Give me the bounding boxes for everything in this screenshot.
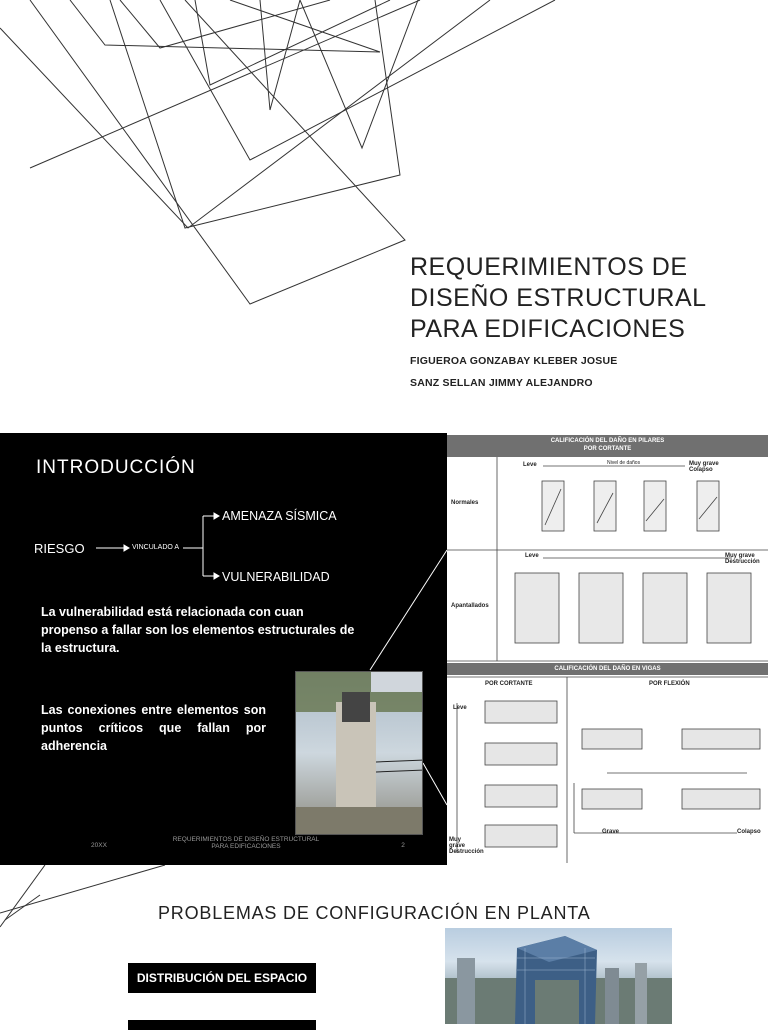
vulnerability-paragraph: La vulnerabilidad está relacionada con cuan propenso a fallar son los elementos estructurales de la estructura. <box>41 605 355 655</box>
distribucion-espacio-box: DISTRIBUCIÓN DEL ESPACIO <box>128 963 316 993</box>
vigas-destruccion-label: Muy grave Destrucción <box>449 837 484 855</box>
footer-title <box>160 836 332 850</box>
next-box <box>128 1020 316 1030</box>
header-line: POR CORTANTE <box>583 446 632 452</box>
leve-label-2: Leve <box>525 553 539 559</box>
beams-header: CALIFICACIÓN DEL DAÑO EN VIGAS <box>447 663 768 675</box>
muy-grave-colapso-label: Muy grave Colapso <box>689 461 719 473</box>
vinculado-label: VINCULADO A <box>132 544 180 551</box>
title-line: DISEÑO ESTRUCTURAL <box>410 284 707 312</box>
muy-grave-destruccion-label: Muy grave Destrucción <box>725 553 760 565</box>
normales-row-label: Normales <box>451 500 479 506</box>
vigas-leve-label: Leve <box>453 705 467 711</box>
presentation-title <box>410 252 750 345</box>
footer-title-line: PARA EDIFICACIONES <box>211 843 281 850</box>
geometric-lines-decoration <box>0 0 768 433</box>
amenaza-sismica-label: AMENAZA SÍSMICA <box>222 509 337 523</box>
por-cortante-label: POR CORTANTE <box>485 681 533 687</box>
vulnerabilidad-label: VULNERABILIDAD <box>222 570 330 584</box>
header-line: CALIFICACIÓN DEL DAÑO EN PILARES <box>550 438 665 444</box>
por-flexion-label: POR FLEXIÓN <box>649 681 690 687</box>
author-1: FIGUEROA GONZABAY KLEBER JOSUE <box>410 355 618 367</box>
building-illustration <box>445 928 672 1024</box>
connections-paragraph: Las conexiones entre elementos son puntos críticos que fallan por adherencia <box>41 703 266 753</box>
nivel-dano-label: Nivel de daños <box>607 460 641 466</box>
intro-slide <box>0 433 447 865</box>
title-line: PARA EDIFICACIONES <box>410 315 686 343</box>
building-photo <box>445 928 672 1024</box>
damage-drawings <box>447 433 768 865</box>
apantallados-row-label: Apantallados <box>451 603 489 609</box>
riesgo-label: RIESGO <box>34 541 85 556</box>
slide-title: INTRODUCCIÓN <box>36 457 196 478</box>
vigas-grave-label: Grave <box>602 829 620 835</box>
footer-title-line: REQUERIMIENTOS DE DISEÑO ESTRUCTURAL <box>172 836 320 843</box>
author-2: SANZ SELLAN JIMMY ALEJANDRO <box>410 377 593 389</box>
leve-label: Leve <box>523 462 537 468</box>
photo-illustration <box>296 672 423 835</box>
damage-classification-diagram <box>447 433 768 865</box>
footer-page-number: 2 <box>401 842 405 849</box>
damaged-column-photo <box>295 671 423 835</box>
slide3-title: PROBLEMAS DE CONFIGURACIÓN EN PLANTA <box>158 903 591 923</box>
title-line: REQUERIMIENTOS DE <box>410 253 688 281</box>
title-slide <box>0 0 768 433</box>
footer-date: 20XX <box>91 842 107 849</box>
vigas-colapso-label: Colapso <box>737 829 761 835</box>
